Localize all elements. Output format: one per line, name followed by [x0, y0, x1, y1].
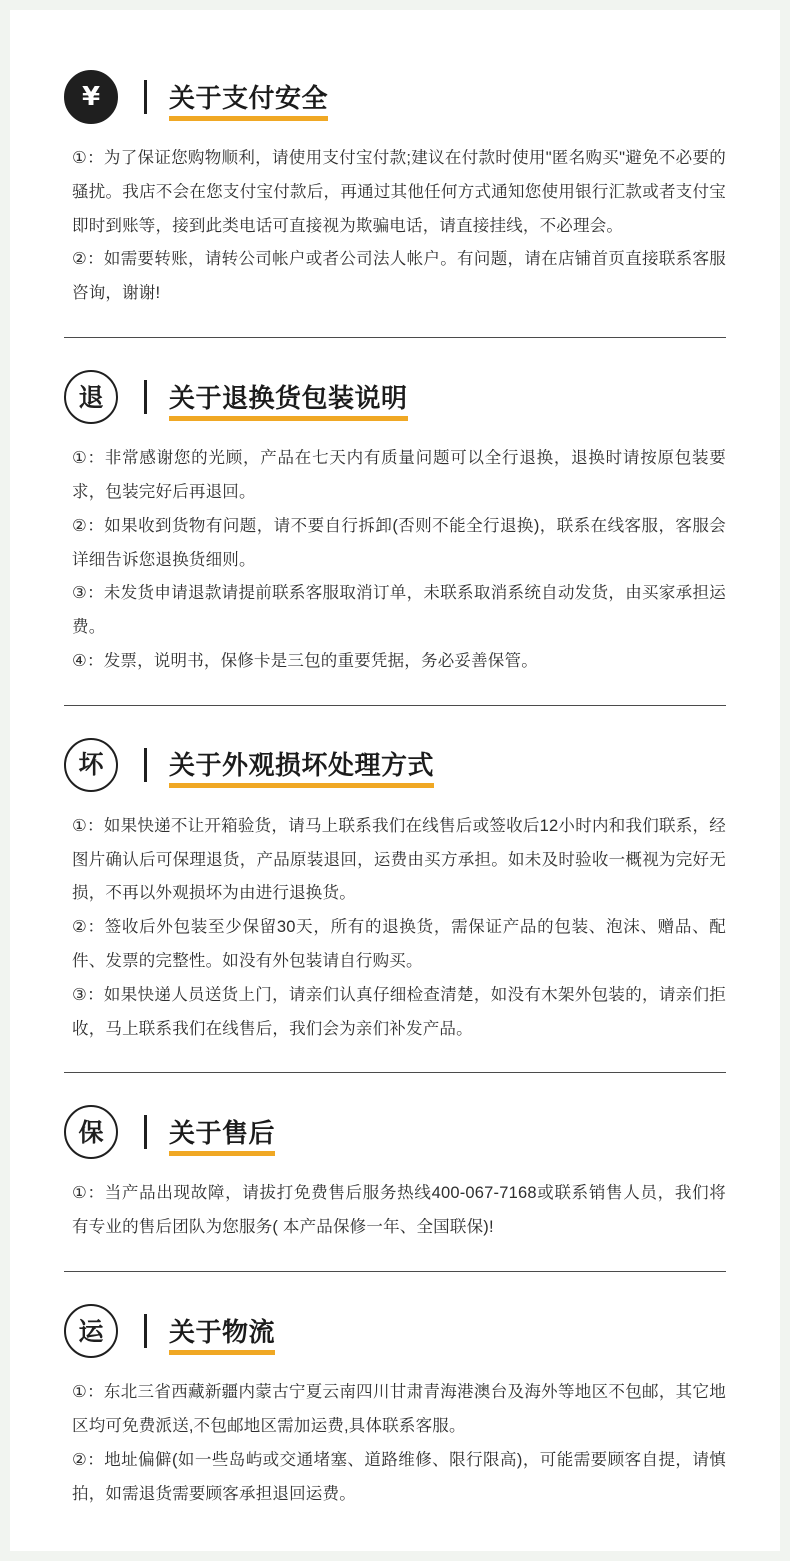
section-separator: [64, 705, 726, 706]
section-header: [64, 738, 726, 792]
section-separator: [64, 1072, 726, 1073]
header-divider: [144, 1314, 147, 1348]
section-title: 关于物流: [169, 1312, 275, 1351]
damage-icon: 坏: [64, 738, 118, 792]
header-divider: [144, 80, 147, 114]
section-body: [64, 442, 726, 679]
paragraph: ③：如果快递人员送货上门，请亲们认真仔细检查清楚，如没有木架外包装的，请亲们拒收，马上联系我们在线售后，我们会为亲们补发产品。: [72, 985, 726, 1038]
section-header: [64, 1105, 726, 1159]
section-body: [64, 1376, 726, 1511]
section-body: [64, 810, 726, 1047]
section-header: [64, 70, 726, 124]
section-body: [64, 142, 726, 311]
section-header: [64, 370, 726, 424]
paragraph: ③：未发货申请退款请提前联系客服取消订单，未联系取消系统自动发货，由买家承担运费。: [72, 584, 726, 637]
paragraph: ①：非常感谢您的光顾，产品在七天内有质量问题可以全行退换，退换时请按原包装要求，包装完好后再退回。: [72, 449, 726, 501]
paragraph: ②：地址偏僻(如一些岛屿或交通堵塞、道路维修、限行限高)，可能需要顾客自提，请慎拍，如需退货需要顾客承担退回运费。: [72, 1450, 726, 1503]
shipping-icon: 运: [64, 1304, 118, 1358]
return-icon: 退: [64, 370, 118, 424]
paragraph: ②：如果收到货物有问题，请不要自行拆卸(否则不能全行退换)，联系在线客服，客服会详细告诉您退换货细则。: [72, 516, 726, 569]
section-separator: [64, 337, 726, 338]
section-payment-safety: [64, 38, 726, 338]
paragraph: ④：发票，说明书，保修卡是三包的重要凭据，务必妥善保管。: [72, 651, 538, 670]
header-divider: [144, 748, 147, 782]
header-divider: [144, 380, 147, 414]
section-return-packaging: [64, 338, 726, 706]
paragraph: ②：如需要转账，请转公司帐户或者公司法人帐户。有问题，请在店铺首页直接联系客服咨询，谢谢!: [72, 250, 726, 303]
header-divider: [144, 1115, 147, 1149]
section-appearance-damage: [64, 706, 726, 1074]
section-logistics: [64, 1272, 726, 1511]
section-body: [64, 1177, 726, 1245]
section-title: 关于售后: [169, 1113, 275, 1152]
section-after-sales: [64, 1073, 726, 1272]
section-title: 关于退换货包装说明: [169, 378, 408, 417]
section-title: 关于外观损坏处理方式: [169, 745, 434, 784]
warranty-icon: 保: [64, 1105, 118, 1159]
paragraph: ①：为了保证您购物顺利，请使用支付宝付款;建议在付款时使用"匿名购买"避免不必要的骚扰。我店不会在您支付宝付款后，再通过其他任何方式通知您使用银行汇款或者支付宝即时到账等，接到此类电话可直接视为欺骗电话，请直接挂线，不必理会。: [72, 149, 726, 235]
section-separator: [64, 1271, 726, 1272]
paragraph: ①：东北三省西藏新疆内蒙古宁夏云南四川甘肃青海港澳台及海外等地区不包邮，其它地区均可免费派送,不包邮地区需加运费,具体联系客服。: [72, 1383, 726, 1435]
section-header: [64, 1304, 726, 1358]
section-title: 关于支付安全: [169, 78, 328, 117]
paragraph: ①：当产品出现故障，请拔打免费售后服务热线400-067-7168或联系销售人员，我们将有专业的售后团队为您服务( 本产品保修一年、全国联保)!: [72, 1184, 726, 1237]
paragraph: ①：如果快递不让开箱验货，请马上联系我们在线售后或签收后12小时内和我们联系，经图片确认后可保理退货，产品原装退回，运费由买方承担。如未及时验收一概视为完好无损，不再以外观损坏为由进行退换货。: [72, 816, 726, 903]
yen-currency-icon: ¥: [64, 70, 118, 124]
paragraph: ②：签收后外包装至少保留30天，所有的退换货，需保证产品的包装、泡沫、赠品、配件、发票的完整性。如没有外包装请自行购买。: [72, 918, 726, 970]
